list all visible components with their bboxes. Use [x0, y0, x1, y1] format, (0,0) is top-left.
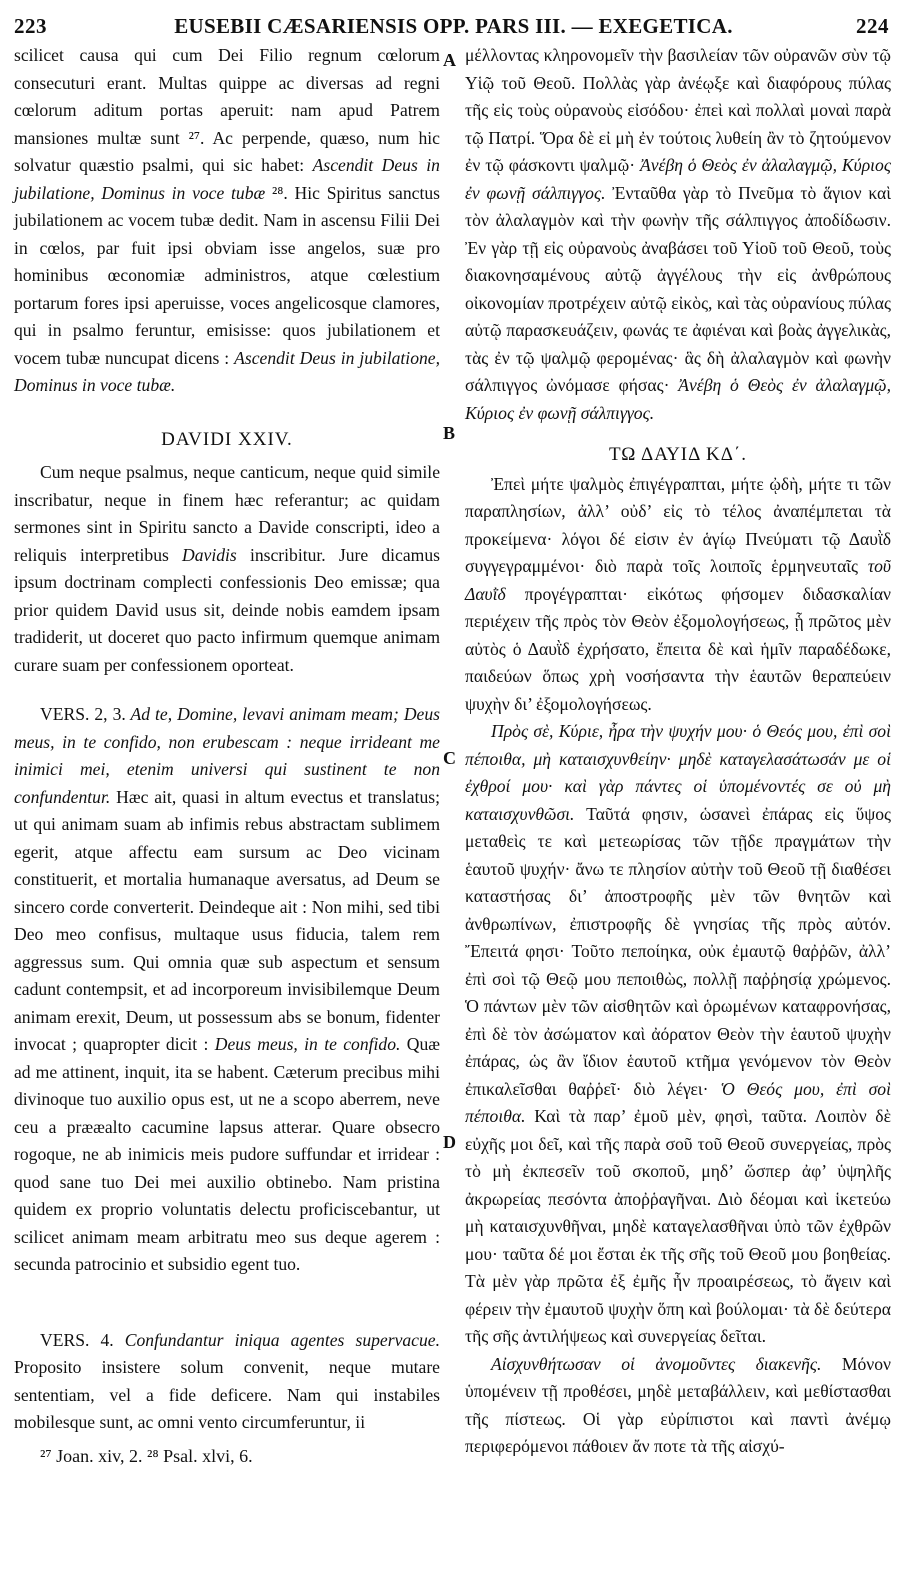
page-number-left: 223 [14, 14, 47, 38]
margin-marker-d: D [443, 1132, 456, 1152]
page-header [0, 14, 907, 42]
scripture-quote: Ἀνέβη ὁ Θεὸς ἐν ἀλαλαγμῷ, Κύριος ἐν φωνῇ σάλπιγγος. [465, 155, 891, 203]
verse-commentary: Αἰσχυνθήτωσαν οἱ ἀνομοῦντες διακενῆς. Μόνον ὑπομένειν τῇ προθέσει, μηδὲ μεταβάλλειν, καὶ μεθίστασθαι τῆς πίστεως. Οἱ γὰρ εὐρίπιστοι καὶ παντὶ ἀνέμῳ περιφερόμενοι πάθοιεν ἄν ποτε τὰ τῆς αἰσχύ- [465, 1353, 891, 1456]
scripture-quote: Deus meus, in te confido. [214, 1034, 401, 1054]
section-heading: ΤΩ ΔΑΥΙΔ ΚΔ΄. [608, 444, 748, 465]
scripture-quote: Ascendit Deus in jubilatione, Dominus in voce tubæ. [14, 347, 440, 395]
latin-paragraph: scilicet causa qui cum Dei Filio regnum cœlorum consecuturi erant. Multas quippe ac diversas ad regni cœlorum aditum portas aperuit: nam apud Patrem mansiones multæ sunt ²⁷. Ac perpende, quæso, num hic solvatur quæstio psalmi, qui sic habet: Ascendit Deus in jubilatione, Dominus in voce tubæ ²⁸. Hic Spiritus sanctus jubilationem ac vocem tubæ dedit. Nam in ascensu Filii Dei in cœlos, par fuit ipsi obviam isse angelos, suæ pro hominibus œconomiæ administros, atque cœlestium portarum fores ipsi aperuisse, voces angelicosque clamores, qui in psalmo feruntur, emisisse: quos jubilationem et vocem tubæ nuncupat dicens : Ascendit Deus in jubilatione, Dominus in voce tubæ. [14, 45, 440, 395]
margin-marker-a: A [443, 50, 456, 70]
verse-label: VERS. 4. [40, 1329, 114, 1350]
verse-commentary: VERS. 4. Confundantur iniqua agentes supervacue. Proposito insistere solum convenit, neque mutare sententiam, vel a fide deficere. Nam qui instabiles mobilesque sunt, ac omni vento circumferuntur, ii [14, 1329, 440, 1432]
running-title: EUSEBII CÆSARIENSIS OPP. PARS III. — EXEGETICA. [174, 14, 733, 38]
footnotes: ²⁷ Joan. xiv, 2. ²⁸ Psal. xlvi, 6. [40, 1446, 253, 1466]
scripture-quote: Αἰσχυνθήτωσαν οἱ ἀνομοῦντες διακενῆς. [491, 1353, 822, 1374]
verse-commentary: VERS. 2, 3. Ad te, Domine, levavi animam meam; Deus meus, in te confido, non erubescam : neque irrideant me inimici mei, etenim universi qui sustinent te non confundentur. Hæc ait, quasi in altum evectus et translatus; ut qui animam suam ab infimis rebus abstractam sublimem egerit, atque affectu eam sursum ac Deo vicinam constituerit, et mortalia humanaque aversatus, ad Deum se sincero corde converterit. Deindeque ait : Non mihi, sed tibi Deo meo confisus, multaque usus fiducia, talem rem aggressus sum. Qui omnia quæ sub aspectum et sensum cadunt contempsit, et ad incorporeum invisibilemque Deum animam erexit, Deum, ut possessum abs se bonum, fidenter invocat ; quapropter dicit : Deus meus, in te confido. Quæ ad me attinent, inquit, ita se habent. Cæterum precibus mihi divinoque tuo auxilio opus est, ut ne a scopo aberrem, neve ceu a prææalto cacumine lapsus atterar. Quare obsecro rogoque, ne ab inimicis meis pudore suffundar et irridear : quod sane tuo Dei mei auxilio obtinebo. Nam pristina quidem ex proprio voluntatis delectu proficiscebantur, ut scilicet animam meam arbitratu meo sus deque agerem : secunda patrocinio et subsidio egent tuo. [14, 704, 440, 1274]
latin-paragraph: Cum neque psalmus, neque canticum, neque quid simile inscribatur, neque in finem hæc referantur; ac quidam sermones sint in Spiritu sancto a Davide conscripti, ideo a reliquis interpretibus Davidis inscribitur. Jure dicamus ipsum doctrinam complecti confessionis Deo emissæ; qua prior quidem David usus sit, deinde nobis eamdem ipsam tradiderit, ut doceret quo pacto infirmum quemque animam curare suam per confessionem oporteat. [14, 462, 440, 675]
margin-marker-c: C [443, 748, 456, 768]
verse-label: VERS. 2, 3. [40, 704, 126, 724]
scripture-quote: Ascendit Deus in jubilatione, Dominus in voce tubæ [14, 155, 440, 203]
greek-paragraph: Ἐπεὶ μήτε ψαλμὸς ἐπιγέγραπται, μήτε ᾠδὴ, μήτε τι τῶν παραπλησίων, ἀλλ’ οὐδ’ εἰς τὸ τέλος ἀναπέμπεται τὰ προκείμενα· λόγοι δέ εἰσιν ἐν ἁγίῳ Πνεύματι τῷ Δαυῒδ συγγεγραμμένοι· διὸ παρὰ τοῖς λοιποῖς ἑρμηνευταῖς τοῦ Δαυῒδ προγέγραπται· εἰκότως φήσομεν διδασκαλίαν περιέχειν τῆς πρὸς τὸν Θεὸν ἐξομολογήσεως, ᾗ πρῶτος μὲν αὐτὸς ὁ Δαυῒδ ἐχρήσατο, ἔπειτα δὲ καὶ ἡμῖν παραδέδωκε, παιδεύων ὅπως χρὴ νοσήσαντα τὴν ἑαυτῶν θεραπεύειν ψυχὴν δι’ ἐξομολογήσεως. [465, 473, 891, 714]
page-number-right: 224 [856, 14, 889, 38]
scripture-quote: Ἀνέβη ὁ Θεὸς ἐν ἀλαλαγμῷ, Κύριος ἐν φωνῇ σάλπιγγος. [465, 375, 891, 423]
latin-column [14, 42, 440, 1437]
section-heading: DAVIDI XXIV. [161, 428, 293, 450]
verse-commentary: Πρὸς σὲ, Κύριε, ἦρα τὴν ψυχήν μου· ὁ Θεός μου, ἐπὶ σοὶ πέποιθα, μὴ καταισχυνθείην· μηδὲ καταγελασάτωσάν με οἱ ἐχθροί μου· καὶ γὰρ πάντες οἱ ὑπομένοντές σε οὐ μὴ καταισχυνθῶσι. Ταῦτά φησιν, ὡσανεὶ ἐπάρας εἰς ὕψος μεταθεὶς τε καὶ μετεωρίσας τῶν τῇδε πραγμάτων τὴν ἑαυτοῦ ψυχήν· ἄνω τε πλησίον αὐτὴν τοῦ Θεοῦ τῇ διαθέσει καταστήσας δι’ ἀποστροφῆς μὲν τῶν θνητῶν καὶ ἀνθρωπίνων, ἐπιστροφῆς δὲ γνησίας τῆς πρὸς αὐτόν. Ἔπειτά φησι· Τοῦτο πεποίηκα, οὐκ ἐμαυτῷ θαῤῥῶν, ἀλλ’ ἐπὶ σοὶ τῷ Θεῷ μου πεποιθὼς, πολλῇ παῤῥησίᾳ χρώμενος. Ὁ πάντων μὲν τῶν αἰσθητῶν καὶ ὁρωμένων καταφρονήσας, ἐπὶ δὲ τὸν ἀσώματον καὶ ἀόρατον Θεὸν τὴν ἑαυτοῦ ψυχὴν ἐπάρας, ὡς ἂν ἴδιον ἑαυτοῦ κτῆμα γενόμενον τὸν Θεὸν ἐπικαλεῖσθαι θαῤῥεῖ· διὸ λέγει· Ὁ Θεός μου, ἐπὶ σοὶ πέποιθα. Καὶ τὰ παρ’ ἐμοῦ μὲν, φησὶ, ταῦτα. Λοιπὸν δὲ εὐχῆς μοι δεῖ, καὶ τῆς παρὰ σοῦ τοῦ Θεοῦ συνεργείας, πρὸς τὸ μὴ ἐκπεσεῖν τοῦ σκοποῦ, μηδ’ ὥσπερ ἀφ’ ὑψηλῆς ἀκρωρείας πεσόντα ἀποῤῥαγῆναι. Διὸ δέομαι καὶ ἱκετεύω μὴ καταισχυνθῆναι, μηδὲ καταγελασθῆναι ὑπὸ τῶν ἐχθρῶν μου· ταῦτα δέ μοι ἔσται ἐκ τῆς σῆς τοῦ Θεοῦ μου βοηθείας. Τὰ μὲν γὰρ πρῶτα ἐξ ἐμῆς ἦν προαιρέσεως, τὸ ἄγειν καὶ φέρειν τὴν ἐμαυτοῦ ψυχὴν ὅπη καὶ βούλομαι· τὰ δὲ δεύτερα τῆς σῆς ἀντιλήψεως καὶ συνεργείας δεῖται. [465, 721, 891, 1346]
scripture-quote: Ὁ Θεός μου, ἐπὶ σοὶ πέποιθα. [465, 1078, 891, 1126]
margin-marker-b: B [443, 423, 456, 443]
scripture-quote: Ad te, Domine, levavi animam meam; Deus meus, in te confido, non erubescam : neque irrideant me inimici mei, etenim universi qui sustinent te non confundentur. [14, 704, 440, 807]
scripture-quote: Πρὸς σὲ, Κύριε, ἦρα τὴν ψυχήν μου· ὁ Θεός μου, ἐπὶ σοὶ πέποιθα, μὴ καταισχυνθείην· μηδὲ καταγελασάτωσάν με οἱ ἐχθροί μου· καὶ γὰρ πάντες οἱ ὑπομένοντές σε οὐ μὴ καταισχυνθῶσι. [465, 721, 891, 824]
greek-paragraph: μέλλοντας κληρονομεῖν τὴν βασιλείαν τῶν οὐρανῶν σὺν τῷ Υἱῷ τοῦ Θεοῦ. Πολλὰς γὰρ ἀνέῳξε καὶ διαφόρους πύλας τῆς εἰς τοὺς οὐρανοὺς εἰσόδου· ἐπεὶ καὶ πολλαὶ μοναὶ παρὰ τῷ Πατρί. Ὅρα δὲ εἰ μὴ ἐν τούτοις λυθείη ἂν τὸ ζητούμενον ἐν τῷ φάσκοντι ψαλμῷ· Ἀνέβη ὁ Θεὸς ἐν ἀλαλαγμῷ, Κύριος ἐν φωνῇ σάλπιγγος. Ἐνταῦθα γὰρ τὸ Πνεῦμα τὸ ἅγιον καὶ τὸν ἀλαλαγμὸν καὶ τὴν φωνὴν τῆς σάλπιγγος ἀποδίδωσιν. Ἐν γὰρ τῇ εἰς οὐρανοὺς ἀναβάσει τοῦ Υἱοῦ τοῦ Θεοῦ, τοὺς διακονησαμένους αὐτῷ ἀγγέλους τὴν εἰς ἀνθρώπους οἰκονομίαν προτρέχειν αὐτῷ εἰκὸς, καὶ τὰς οὐρανίους πύλας αὐτῷ παρασκευάζειν, φωνάς τε ἀφιέναι καὶ βοὰς ἀγγελικὰς, τὰς ἐν τῷ ψαλμῷ φερομένας· ἃς δὴ ἀλαλαγμὸν καὶ φωνὴν σάλπιγγος ὠνόμασε φήσας· Ἀνέβη ὁ Θεὸς ἐν ἀλαλαγμῷ, Κύριος ἐν φωνῇ σάλπιγγος. [465, 45, 891, 423]
greek-column [465, 42, 891, 1461]
scripture-quote: Confundantur iniqua agentes supervacue. [113, 1329, 440, 1350]
